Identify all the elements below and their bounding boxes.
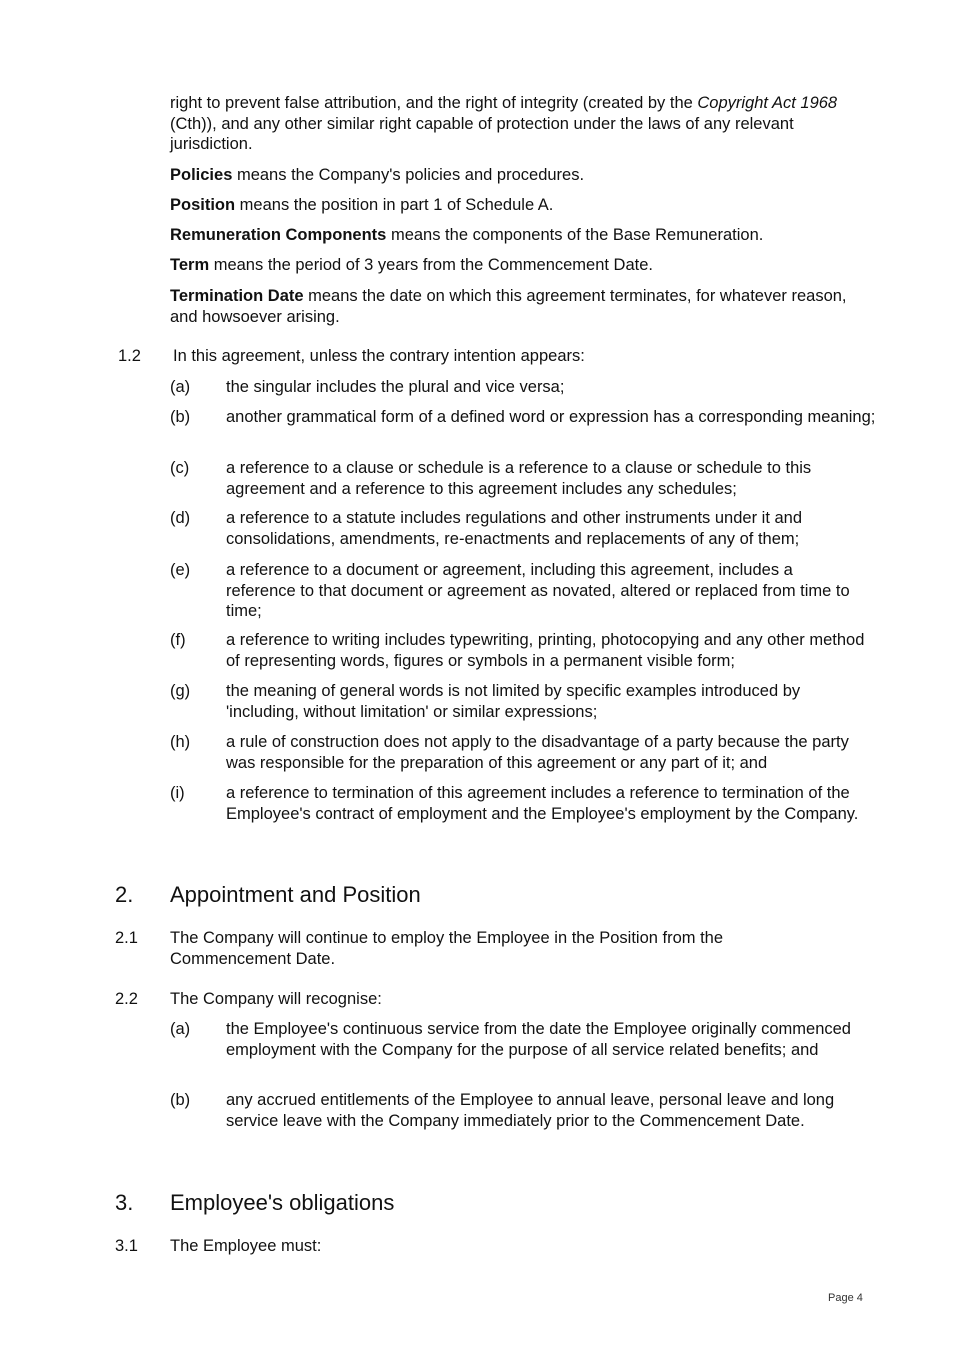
list-item-text: a reference to a statute includes regulations and other instruments under it and consolidations, amendments, re-enactments and replacements of any of them;: [226, 509, 803, 548]
clause-text: The Company will continue to employ the Employee in the Position from the Commencement Date.: [170, 929, 724, 968]
list-item-label: (e): [170, 561, 191, 579]
list-item-label: (g): [170, 682, 191, 700]
section-heading: Appointment and Position: [170, 882, 421, 907]
definition-text: means the components of the Base Remuneration.: [386, 226, 764, 244]
definition-term: Term: [170, 256, 210, 274]
list-item-text: a reference to a document or agreement, including this agreement, includes a reference to that document or agreement as novated, altered or replaced from time to time;: [226, 561, 850, 620]
clause-text: The Employee must:: [170, 1237, 322, 1255]
section-heading: Employee's obligations: [170, 1190, 395, 1215]
definition-term: Termination Date: [170, 287, 304, 305]
list-item-label: (i): [170, 784, 185, 802]
list-item-label: (a): [170, 1020, 191, 1038]
definition-text: means the period of 3 years from the Commencement Date.: [209, 256, 653, 274]
definition-termination-date: [170, 286, 860, 327]
list-item-label: (d): [170, 509, 191, 527]
clause-number: 1.2: [118, 347, 141, 365]
clause-text: The Company will recognise:: [170, 990, 382, 1008]
clause-text: In this agreement, unless the contrary intention appears:: [173, 347, 585, 365]
clause-number: 3.1: [115, 1237, 138, 1255]
list-item-text: the singular includes the plural and vice versa;: [226, 378, 565, 396]
definition-position: [170, 195, 860, 216]
list-item-text: any accrued entitlements of the Employee to annual leave, personal leave and long service leave with the Company immediately prior to the Commencement Date.: [226, 1091, 835, 1130]
section-number: 3.: [115, 1190, 134, 1215]
intro-text-2: (Cth)), and any other similar right capable of protection under the laws of any relevant jurisdiction.: [170, 114, 794, 153]
definition-text: means the date on which this agreement terminates, for whatever reason, and howsoever arising.: [170, 287, 847, 326]
list-item-text: the meaning of general words is not limited by specific examples introduced by 'including, without limitation' or similar expressions;: [226, 682, 801, 721]
definition-term: Position: [170, 196, 236, 214]
list-item-label: (a): [170, 378, 191, 396]
list-item-label: (c): [170, 459, 190, 477]
act-name: Copyright Act 1968: [697, 94, 838, 112]
list-item-label: (b): [170, 408, 191, 426]
list-item-text: a rule of construction does not apply to the disadvantage of a party because the party was responsible for the preparation of this agreement or any part of it; and: [226, 733, 849, 772]
page-number: Page 4: [828, 1292, 863, 1304]
list-item-label: (f): [170, 631, 186, 649]
definition-term-period: [170, 255, 860, 276]
list-item-label: (h): [170, 733, 191, 751]
clause-number: 2.1: [115, 929, 138, 947]
definition-text: means the Company's policies and procedures.: [232, 166, 585, 184]
list-item-text: the Employee's continuous service from the date the Employee originally commenced employment with the Company for the purpose of all service related benefits; and: [226, 1020, 851, 1059]
intro-text-1: right to prevent false attribution, and the right of integrity (created by the: [170, 94, 698, 112]
clause-number: 2.2: [115, 990, 138, 1008]
list-item-text: a reference to writing includes typewriting, printing, photocopying and any other method of representing words, figures or symbols in a permanent visible form;: [226, 631, 865, 670]
definition-remuneration-components: [170, 225, 860, 246]
list-item-text: a reference to a clause or schedule is a reference to a clause or schedule to this agreement and a reference to this agreement includes any schedules;: [226, 459, 812, 498]
list-item-text: a reference to termination of this agreement includes a reference to termination of the Employee's contract of employment and the Employee's employment by the Company.: [226, 784, 859, 823]
definition-policies: [170, 165, 860, 186]
definition-term: Policies: [170, 166, 233, 184]
list-item-label: (b): [170, 1091, 191, 1109]
intro-paragraph: [170, 93, 860, 155]
list-item-text: another grammatical form of a defined word or expression has a corresponding meaning;: [226, 408, 876, 426]
definition-term: Remuneration Components: [170, 226, 387, 244]
definition-text: means the position in part 1 of Schedule A.: [235, 196, 554, 214]
section-number: 2.: [115, 882, 134, 907]
